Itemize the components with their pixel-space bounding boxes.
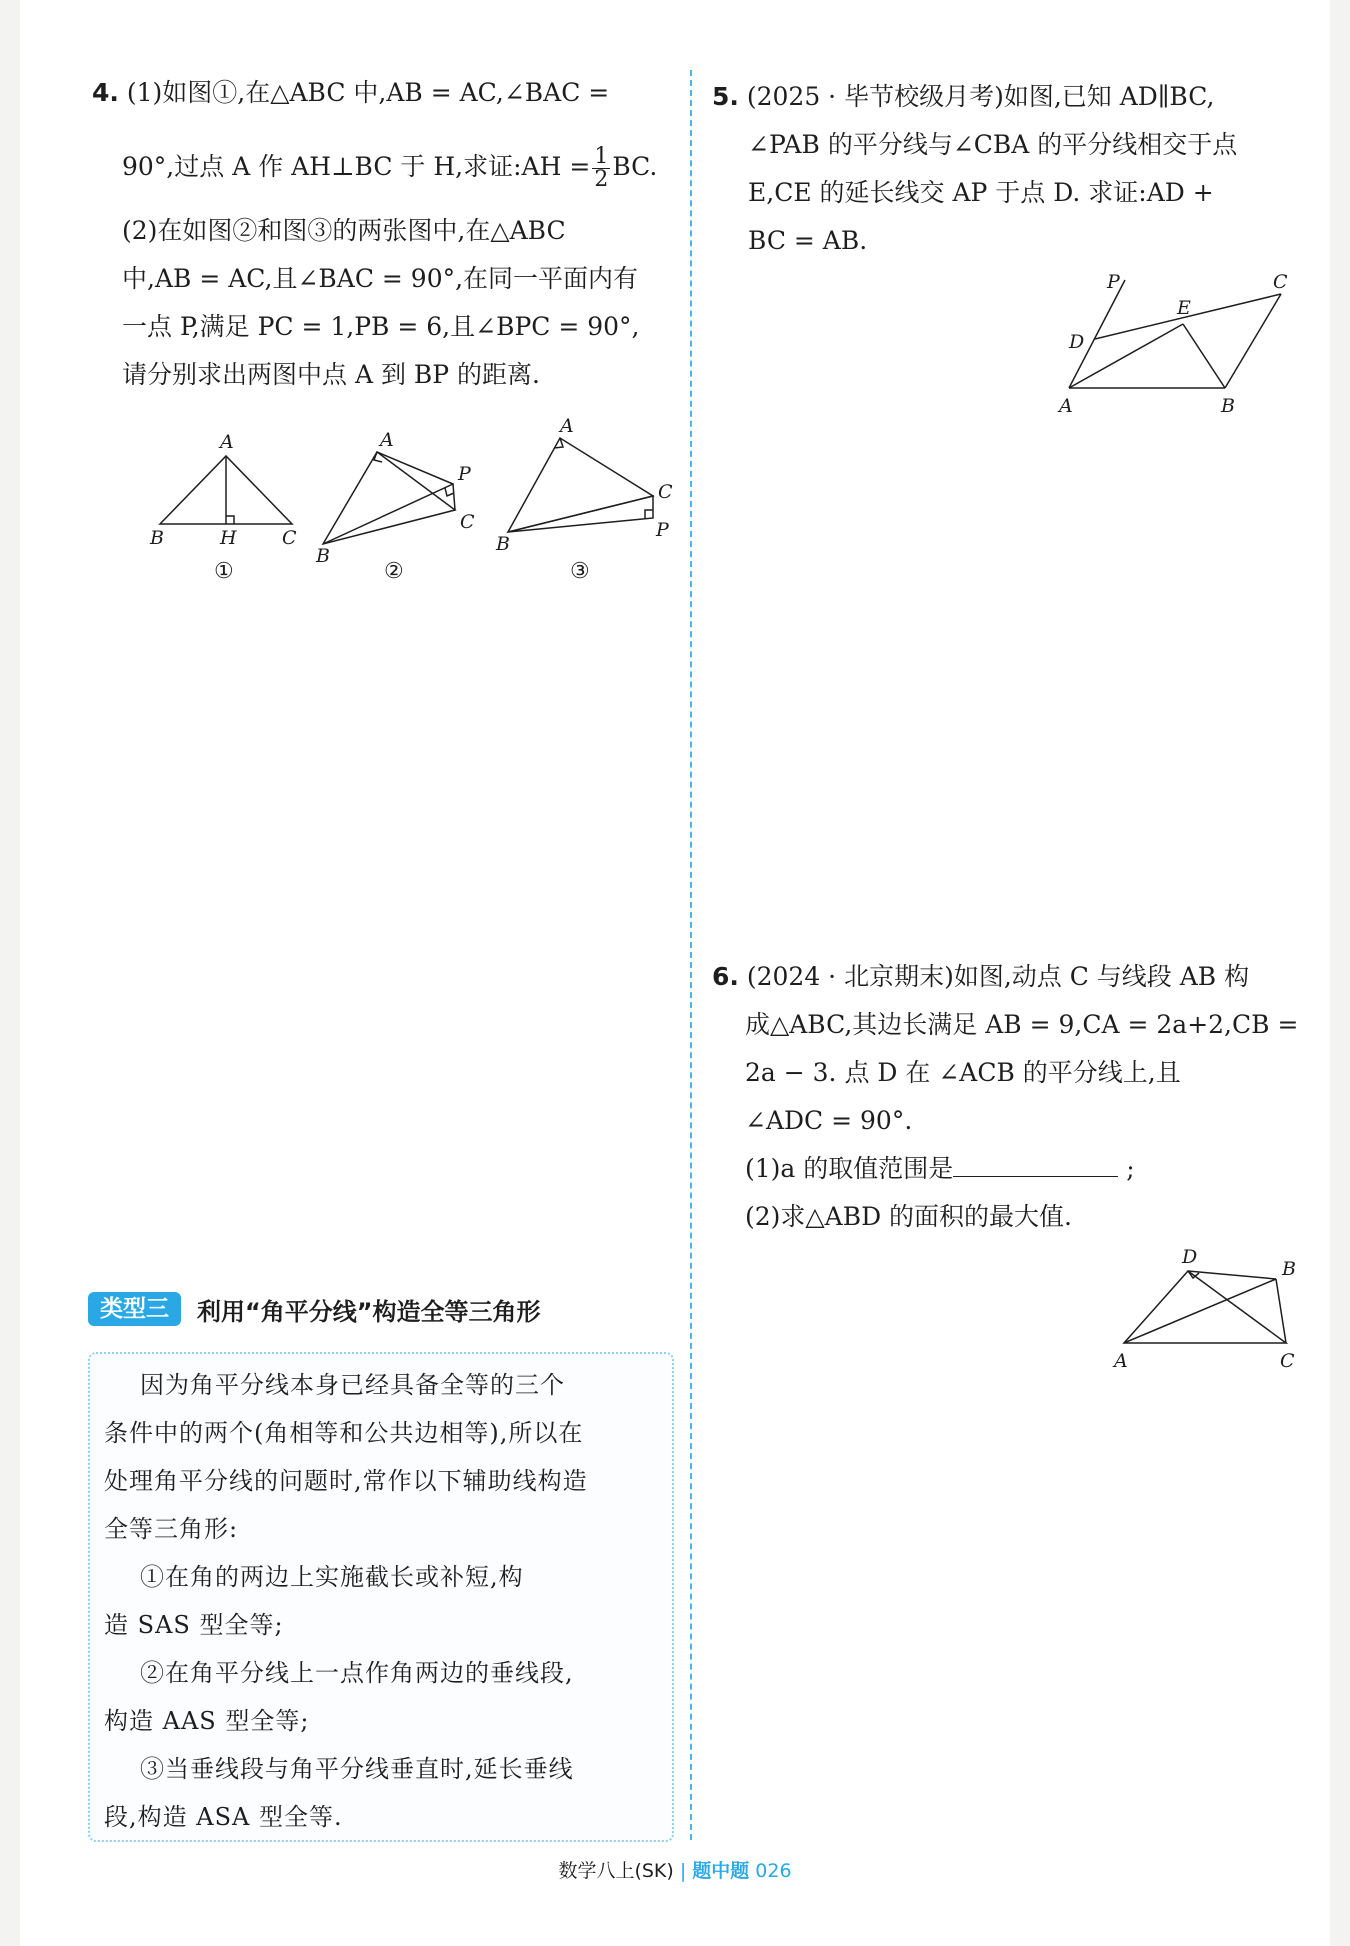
q5-label-C: C [1273,271,1288,293]
fig2-caption: ② [384,559,404,584]
q5-label-E: E [1177,297,1191,319]
q4-line-4: 中,AB = AC,且∠BAC = 90°,在同一平面内有 [122,264,639,293]
q4-line-2a: 90°,过点 A 作 AH⊥BC 于 H,求证:AH = [122,152,591,181]
q4-figure-2 [315,429,475,584]
q5-label-D: D [1069,331,1085,353]
q6-part-1: (1)a 的取值范围是 [745,1154,954,1183]
fig2-label-A: A [380,429,394,451]
q4-line-5: 一点 P,满足 PC = 1,PB = 6,且∠BPC = 90°, [122,312,640,341]
section-heading-type3 [88,1290,541,1328]
footer-separator: | [679,1860,687,1882]
note-line-6: 造 SAS 型全等; [104,1611,284,1639]
note-line-9: ③当垂线段与角平分线垂直时,延长垂线 [140,1755,574,1783]
q6-label-C: C [1280,1350,1295,1372]
q6-line-3: 2a − 3. 点 D 在 ∠ACB 的平分线上,且 [745,1058,1181,1087]
q4-figure-3 [495,415,673,584]
note-line-10: 段,构造 ASA 型全等. [104,1803,343,1831]
fig3-caption: ③ [570,559,590,584]
q5-figure [1055,270,1288,420]
question-4-number: 4. [92,78,119,107]
question-5-number: 5. [712,82,739,111]
note-line-8: 构造 AAS 型全等; [104,1707,310,1735]
q4-figures [140,415,700,584]
q6-part-2: (2)求△ABD 的面积的最大值. [745,1202,1073,1231]
q4-line-3: (2)在如图②和图③的两张图中,在△ABC [122,216,566,245]
q5-line-2: ∠PAB 的平分线与∠CBA 的平分线相交于点 [748,130,1238,159]
note-line-1: 因为角平分线本身已经具备全等的三个 [140,1371,565,1399]
fig3-label-B: B [496,533,510,555]
q5-label-P: P [1107,271,1120,293]
type3-tag: 类型三 [88,1292,181,1326]
fig2-label-C: C [460,511,475,533]
q5-label-B: B [1221,395,1235,417]
note-line-5: ①在角的两边上实施截长或补短,构 [140,1563,524,1591]
q6-line-4: ∠ADC = 90°. [745,1106,913,1135]
fig1-caption: ① [214,559,234,584]
method-note-box [88,1352,674,1842]
q4-line-2b: BC. [612,152,658,181]
q5-line-3: E,CE 的延长线交 AP 于点 D. 求证:AD + [748,178,1214,207]
note-line-3: 处理角平分线的问题时,常作以下辅助线构造 [104,1467,588,1495]
fig1-label-C: C [282,527,297,549]
answer-blank[interactable] [953,1152,1118,1177]
q6-label-B: B [1282,1258,1296,1280]
q4-figure-1 [149,431,297,584]
q6-label-D: D [1182,1246,1198,1268]
q6-figure [1110,1245,1330,1375]
q6-label-A: A [1114,1350,1128,1372]
footer-book: 数学八上(SK) [558,1860,674,1882]
type3-title: 利用“角平分线”构造全等三角形 [197,1297,541,1326]
fig3-label-P: P [656,519,669,541]
fig3-label-A: A [560,415,574,437]
fig1-label-H: H [220,527,237,549]
fig3-label-C: C [658,481,673,503]
page-number: 026 [755,1860,792,1882]
q6-line-1: (2024 · 北京期末)如图,动点 C 与线段 AB 构 [746,962,1250,991]
q4-line-1: (1)如图①,在△ABC 中,AB = AC,∠BAC = [126,78,610,107]
page-footer [0,1856,1350,1883]
note-line-2: 条件中的两个(角相等和公共边相等),所以在 [104,1419,584,1447]
column-divider [690,70,692,1840]
fig1-label-B: B [150,527,164,549]
q5-label-A: A [1059,395,1073,417]
q4-line-6: 请分别求出两图中点 A 到 BP 的距离. [122,360,540,389]
footer-series: 题中题 [692,1860,750,1882]
note-line-7: ②在角平分线上一点作角两边的垂线段, [140,1659,574,1687]
q5-line-1: (2025 · 毕节校级月考)如图,已知 AD∥BC, [746,82,1215,111]
fraction-half: $\frac{1}{2}$ [594,144,609,192]
fig2-label-B: B [316,545,330,567]
note-line-4: 全等三角形: [104,1515,239,1543]
fig1-label-A: A [220,431,234,453]
question-6-number: 6. [712,962,739,991]
fig2-label-P: P [458,463,471,485]
q5-line-4: BC = AB. [748,226,868,255]
q6-line-2: 成△ABC,其边长满足 AB = 9,CA = 2a+2,CB = [745,1010,1299,1039]
